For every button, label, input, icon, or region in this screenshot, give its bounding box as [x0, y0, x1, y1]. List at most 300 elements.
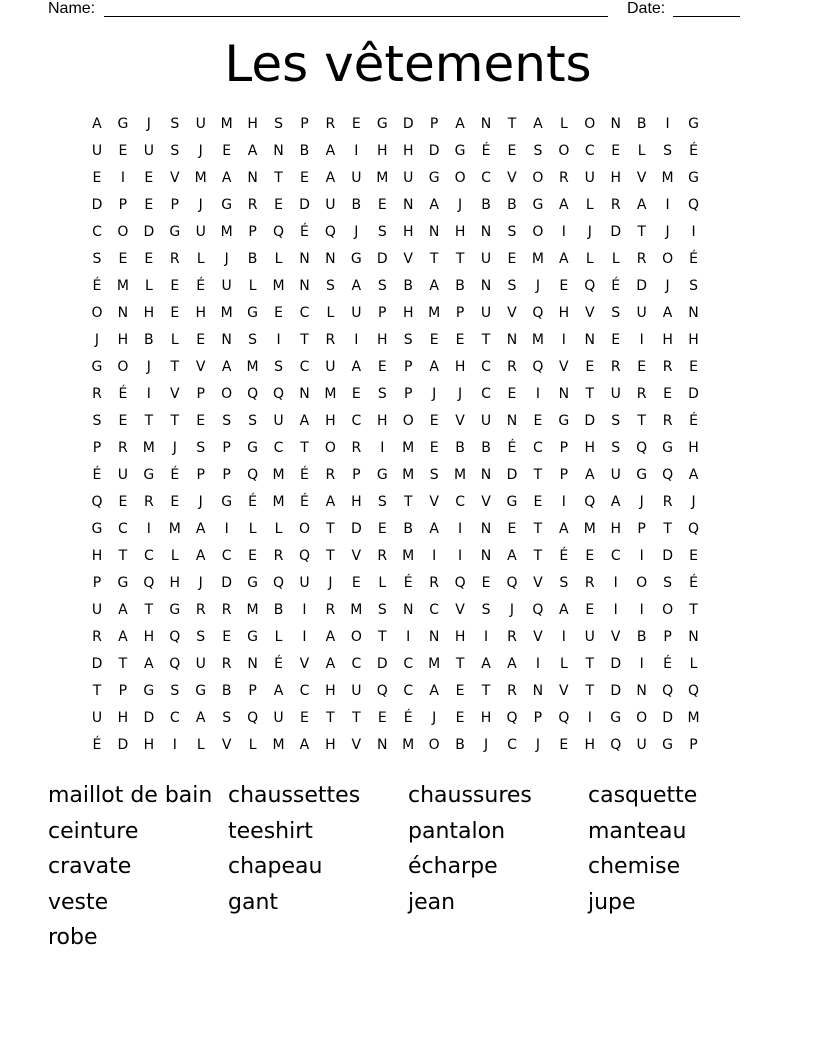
grid-letter: D — [91, 656, 103, 672]
grid-letter: E — [170, 278, 180, 294]
page-title: Les vêtements — [224, 35, 592, 93]
grid-letter: M — [272, 494, 285, 510]
grid-letter: E — [300, 170, 309, 186]
grid-letter: N — [299, 251, 310, 267]
grid-letter: S — [533, 143, 543, 159]
grid-letter: I — [639, 656, 644, 672]
grid-letter: J — [587, 224, 592, 240]
grid-letter: T — [429, 251, 439, 267]
grid-letter: N — [299, 386, 310, 402]
grid-letter: T — [170, 359, 180, 375]
grid-row — [84, 114, 734, 141]
grid-row — [84, 654, 734, 681]
grid-letter: H — [480, 710, 492, 726]
grid-letter: P — [118, 683, 128, 699]
grid-letter: D — [350, 521, 362, 537]
grid-letter: Q — [169, 629, 181, 645]
word-list-item: gant — [228, 889, 279, 915]
grid-letter: M — [168, 521, 181, 537]
grid-letter: V — [169, 386, 180, 402]
word-list-item: chaussures — [408, 783, 532, 808]
grid-letter: A — [273, 683, 284, 699]
grid-letter: T — [300, 332, 309, 348]
grid-letter: H — [454, 224, 466, 240]
grid-letter: E — [144, 170, 154, 186]
grid-row — [84, 330, 734, 357]
grid-letter: E — [559, 737, 569, 753]
grid-letter: A — [455, 116, 465, 132]
grid-letter: N — [402, 197, 414, 213]
grid-letter: Q — [143, 575, 155, 591]
grid-letter: O — [532, 224, 544, 240]
grid-letter: U — [91, 143, 103, 159]
grid-letter: M — [220, 116, 233, 132]
grid-letter: J — [354, 224, 359, 240]
grid-letter: H — [688, 440, 699, 456]
grid-letter: O — [454, 170, 466, 186]
grid-letter: J — [172, 440, 177, 456]
grid-row — [84, 546, 734, 573]
grid-letter: T — [533, 521, 543, 537]
grid-letter: O — [662, 251, 674, 267]
grid-letter: G — [91, 521, 103, 537]
grid-letter: G — [221, 494, 233, 510]
grid-letter: L — [559, 656, 568, 672]
grid-letter: P — [378, 305, 387, 321]
grid-letter: G — [91, 359, 103, 375]
grid-letter: H — [117, 332, 129, 348]
grid-letter: J — [198, 197, 203, 213]
grid-letter: N — [402, 602, 414, 618]
grid-letter: Q — [273, 575, 285, 591]
grid-letter: V — [169, 170, 180, 186]
grid-letter: U — [584, 170, 595, 186]
grid-letter: Q — [273, 386, 285, 402]
grid-letter: M — [454, 467, 467, 483]
grid-letter: I — [665, 116, 670, 132]
grid-letter: P — [92, 575, 102, 591]
grid-letter: E — [300, 710, 309, 726]
grid-letter: A — [92, 116, 102, 132]
grid-letter: E — [248, 548, 258, 564]
grid-letter: É — [507, 440, 517, 456]
grid-letter: C — [481, 386, 491, 402]
grid-letter: H — [402, 143, 414, 159]
grid-letter: L — [611, 251, 620, 267]
grid-letter: V — [299, 656, 310, 672]
grid-letter: N — [584, 332, 596, 348]
grid-letter: Q — [584, 278, 596, 294]
grid-letter: G — [558, 413, 570, 429]
grid-letter: P — [403, 386, 413, 402]
grid-letter: S — [429, 467, 439, 483]
grid-letter: E — [377, 710, 387, 726]
grid-letter: E — [118, 251, 128, 267]
grid-row — [84, 222, 734, 249]
grid-letter: Q — [454, 575, 466, 591]
grid-letter: U — [636, 737, 647, 753]
grid-letter: C — [403, 656, 414, 672]
grid-letter: T — [118, 548, 128, 564]
grid-letter: V — [507, 305, 517, 321]
grid-letter: V — [351, 737, 362, 753]
grid-letter: A — [429, 683, 439, 699]
grid-letter: N — [558, 386, 570, 402]
grid-letter: H — [584, 440, 596, 456]
grid-letter: N — [480, 548, 492, 564]
grid-letter: E — [118, 494, 128, 510]
grid-letter: U — [351, 170, 362, 186]
grid-letter: L — [637, 143, 646, 159]
grid-letter: I — [613, 575, 618, 591]
grid-letter: J — [509, 602, 515, 618]
grid-letter: R — [507, 359, 517, 375]
grid-letter: R — [195, 602, 206, 618]
grid-letter: Q — [169, 656, 181, 672]
grid-letter: I — [561, 494, 566, 510]
grid-letter: H — [377, 143, 388, 159]
letter-grid — [84, 114, 734, 762]
grid-letter: R — [351, 440, 362, 456]
grid-letter: M — [142, 440, 155, 456]
grid-row — [84, 438, 734, 465]
grid-letter: A — [195, 548, 206, 564]
grid-letter: U — [403, 170, 414, 186]
grid-letter: R — [325, 116, 336, 132]
grid-letter: É — [118, 386, 128, 402]
grid-letter: R — [507, 629, 517, 645]
grid-letter: A — [221, 359, 232, 375]
grid-letter: N — [273, 143, 284, 159]
grid-letter: I — [639, 602, 644, 618]
word-list-item: cravate — [48, 854, 132, 879]
grid-letter: R — [507, 683, 517, 699]
grid-letter: B — [299, 143, 310, 159]
grid-letter: J — [639, 494, 644, 510]
grid-letter: D — [143, 224, 155, 240]
grid-letter: Q — [247, 386, 259, 402]
grid-letter: A — [559, 251, 569, 267]
grid-letter: V — [507, 170, 517, 186]
grid-letter: Q — [376, 683, 388, 699]
grid-letter: M — [402, 467, 415, 483]
grid-letter: G — [143, 683, 155, 699]
grid-letter: E — [196, 332, 206, 348]
grid-letter: A — [325, 170, 336, 186]
grid-letter: G — [636, 467, 648, 483]
grid-letter: Q — [247, 710, 259, 726]
grid-letter: S — [403, 332, 413, 348]
grid-letter: P — [663, 629, 672, 645]
grid-letter: T — [689, 602, 698, 618]
grid-letter: H — [325, 683, 336, 699]
grid-letter: É — [300, 494, 309, 510]
grid-row — [84, 708, 734, 735]
grid-letter: A — [325, 656, 336, 672]
grid-letter: M — [194, 170, 207, 186]
grid-letter: J — [691, 494, 696, 510]
grid-letter: Q — [532, 602, 544, 618]
grid-letter: A — [325, 143, 336, 159]
grid-letter: T — [455, 251, 465, 267]
grid-letter: U — [351, 305, 362, 321]
grid-letter: M — [428, 656, 441, 672]
grid-letter: E — [559, 278, 569, 294]
grid-letter: I — [302, 629, 307, 645]
grid-letter: O — [636, 710, 648, 726]
grid-letter: A — [144, 656, 154, 672]
grid-letter: T — [507, 116, 517, 132]
grid-letter: S — [689, 278, 698, 294]
grid-letter: N — [636, 683, 647, 699]
grid-letter: G — [376, 467, 388, 483]
grid-letter: A — [559, 521, 569, 537]
grid-letter: S — [507, 224, 517, 240]
grid-row — [84, 465, 734, 492]
grid-letter: R — [221, 656, 232, 672]
grid-letter: O — [350, 629, 362, 645]
grid-letter: I — [432, 548, 437, 564]
grid-letter: D — [662, 548, 673, 564]
grid-letter: J — [458, 386, 463, 402]
grid-letter: E — [455, 332, 465, 348]
grid-letter: E — [222, 143, 232, 159]
word-list — [48, 780, 768, 958]
grid-letter: V — [429, 494, 439, 510]
grid-letter: J — [224, 251, 229, 267]
grid-letter: H — [247, 116, 258, 132]
grid-letter: G — [376, 116, 388, 132]
grid-letter: O — [298, 521, 310, 537]
word-list-item: robe — [48, 925, 98, 950]
grid-letter: S — [377, 494, 387, 510]
grid-letter: N — [480, 224, 492, 240]
grid-letter: N — [117, 305, 129, 321]
grid-letter: Q — [688, 683, 700, 699]
word-list-item: teeshirt — [228, 818, 313, 844]
grid-letter: U — [584, 629, 595, 645]
grid-letter: I — [146, 521, 151, 537]
grid-letter: Q — [532, 359, 544, 375]
grid-letter: E — [429, 332, 439, 348]
grid-letter: S — [377, 278, 387, 294]
grid-letter: N — [247, 170, 258, 186]
grid-letter: C — [481, 170, 491, 186]
grid-letter: H — [377, 332, 388, 348]
grid-letter: H — [610, 521, 621, 537]
grid-letter: I — [639, 548, 644, 564]
grid-letter: E — [274, 197, 283, 213]
grid-letter: N — [221, 332, 232, 348]
grid-letter: E — [455, 683, 465, 699]
grid-row — [84, 627, 734, 654]
grid-letter: I — [224, 521, 229, 537]
grid-letter: D — [610, 656, 622, 672]
grid-letter: V — [455, 602, 465, 618]
grid-row — [84, 600, 734, 627]
grid-letter: R — [118, 440, 128, 456]
grid-letter: É — [300, 467, 309, 483]
grid-letter: O — [402, 413, 414, 429]
grid-letter: R — [325, 332, 336, 348]
grid-letter: G — [350, 251, 362, 267]
grid-letter: H — [91, 548, 103, 564]
grid-letter: U — [117, 467, 129, 483]
grid-letter: L — [196, 737, 205, 753]
grid-letter: É — [170, 467, 180, 483]
grid-letter: R — [558, 170, 569, 186]
grid-letter: C — [507, 737, 517, 753]
grid-letter: E — [351, 575, 361, 591]
grid-letter: T — [533, 467, 543, 483]
grid-letter: T — [663, 521, 672, 537]
grid-letter: É — [481, 143, 491, 159]
grid-letter: I — [561, 629, 566, 645]
grid-letter: L — [274, 521, 283, 537]
grid-letter: P — [352, 467, 361, 483]
grid-letter: P — [118, 197, 128, 213]
grid-letter: I — [146, 386, 151, 402]
grid-letter: S — [170, 143, 180, 159]
grid-letter: G — [688, 116, 699, 132]
grid-letter: U — [480, 413, 492, 429]
grid-letter: S — [274, 116, 283, 132]
grid-letter: S — [325, 278, 335, 294]
grid-letter: M — [350, 602, 363, 618]
grid-letter: S — [481, 602, 491, 618]
grid-letter: C — [221, 548, 232, 564]
grid-letter: N — [428, 629, 440, 645]
grid-letter: É — [611, 278, 621, 294]
grid-letter: E — [377, 359, 387, 375]
grid-row — [84, 357, 734, 384]
grid-letter: N — [688, 629, 699, 645]
grid-letter: H — [325, 737, 336, 753]
grid-letter: S — [92, 413, 102, 429]
grid-letter: M — [687, 710, 700, 726]
grid-letter: C — [118, 521, 128, 537]
grid-letter: H — [662, 332, 673, 348]
grid-letter: A — [351, 278, 362, 294]
grid-letter: U — [610, 386, 621, 402]
grid-letter: E — [507, 521, 517, 537]
grid-letter: C — [299, 305, 310, 321]
grid-letter: S — [611, 440, 621, 456]
grid-letter: A — [429, 521, 439, 537]
word-list-item: jean — [408, 889, 456, 915]
grid-letter: S — [248, 413, 258, 429]
grid-letter: D — [221, 575, 233, 591]
grid-letter: É — [403, 575, 413, 591]
grid-letter: E — [144, 251, 154, 267]
grid-letter: E — [637, 359, 647, 375]
grid-letter: U — [325, 359, 336, 375]
grid-letter: U — [91, 710, 103, 726]
grid-letter: E — [92, 170, 102, 186]
name-label: Name: — [48, 0, 96, 17]
grid-letter: P — [222, 440, 231, 456]
grid-letter: I — [276, 332, 281, 348]
grid-letter: U — [610, 467, 621, 483]
grid-letter: D — [376, 251, 388, 267]
grid-letter: E — [611, 143, 621, 159]
grid-letter: N — [480, 467, 492, 483]
grid-letter: E — [611, 332, 621, 348]
grid-letter: D — [688, 386, 699, 402]
grid-letter: T — [637, 413, 646, 429]
grid-letter: O — [221, 386, 233, 402]
grid-letter: M — [246, 359, 259, 375]
grid-row — [84, 573, 734, 600]
grid-letter: P — [222, 467, 231, 483]
grid-letter: T — [274, 170, 283, 186]
grid-letter: H — [195, 305, 206, 321]
grid-letter: T — [326, 710, 335, 726]
grid-letter: D — [662, 710, 673, 726]
grid-letter: P — [248, 683, 257, 699]
grid-letter: I — [302, 602, 307, 618]
grid-letter: S — [222, 710, 232, 726]
grid-letter: H — [454, 359, 466, 375]
grid-letter: A — [507, 656, 517, 672]
grid-letter: U — [325, 197, 336, 213]
grid-letter: V — [221, 737, 232, 753]
grid-letter: H — [143, 737, 155, 753]
grid-letter: U — [299, 575, 310, 591]
grid-letter: B — [455, 737, 465, 753]
grid-letter: M — [402, 440, 415, 456]
grid-letter: É — [300, 224, 309, 240]
grid-letter: A — [533, 116, 543, 132]
grid-letter: S — [170, 116, 180, 132]
grid-row — [84, 303, 734, 330]
grid-letter: Q — [273, 224, 285, 240]
grid-letter: R — [325, 602, 336, 618]
grid-letter: E — [196, 413, 206, 429]
grid-letter: P — [429, 116, 439, 132]
grid-letter: T — [455, 656, 465, 672]
grid-letter: U — [273, 710, 284, 726]
grid-letter: É — [689, 251, 698, 267]
grid-letter: T — [118, 656, 128, 672]
grid-letter: C — [273, 440, 284, 456]
grid-letter: G — [117, 116, 129, 132]
grid-letter: U — [480, 305, 492, 321]
grid-letter: C — [455, 494, 465, 510]
grid-letter: G — [143, 467, 155, 483]
grid-letter: E — [507, 143, 517, 159]
grid-letter: H — [454, 629, 466, 645]
word-list-item: maillot de bain — [48, 783, 213, 808]
date-label: Date: — [627, 0, 666, 17]
grid-letter: A — [429, 359, 439, 375]
grid-letter: N — [299, 278, 310, 294]
grid-letter: L — [170, 548, 179, 564]
grid-letter: I — [172, 737, 177, 753]
grid-letter: A — [351, 359, 362, 375]
grid-letter: R — [662, 359, 673, 375]
grid-letter: B — [455, 440, 465, 456]
grid-letter: E — [377, 197, 387, 213]
grid-letter: M — [272, 737, 285, 753]
grid-letter: R — [636, 386, 647, 402]
grid-letter: M — [272, 467, 285, 483]
grid-letter: É — [92, 737, 102, 753]
grid-letter: M — [246, 602, 259, 618]
grid-letter: É — [274, 656, 283, 672]
grid-letter: D — [117, 737, 129, 753]
grid-letter: G — [247, 629, 259, 645]
